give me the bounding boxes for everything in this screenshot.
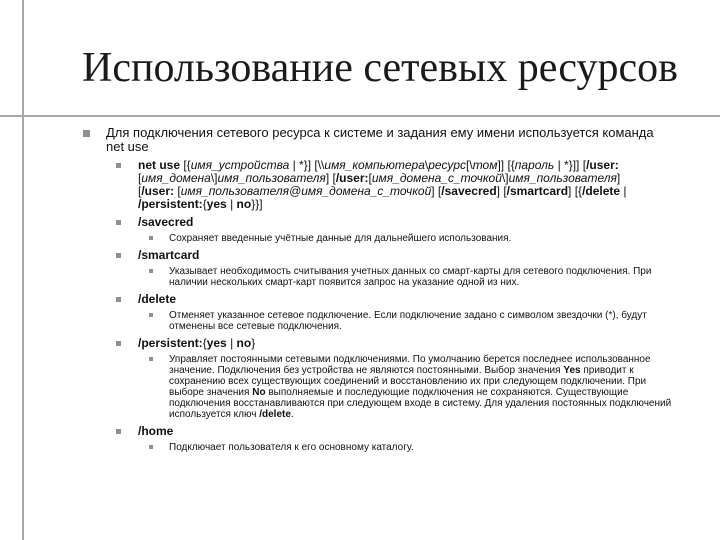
home-item	[138, 425, 658, 438]
persistent-desc: Управляет постоянными сетевыми подключениями. По умолчанию берется последнее использованное значение. Подключения без устройства не являются постоянными. Выбор значения Yes приводит к сохранению всех существующих соединений и восстановлению их при следующем подключении. При выборе значения No выполняемые и последующие подключения не сохраняются. Существующие подключения восстанавливаются при следующем входе в систему. Для удаления постоянных подключений используется ключ /delete.	[169, 354, 672, 420]
square-bullet-icon	[149, 445, 153, 449]
square-bullet-icon	[149, 269, 153, 273]
persistent-desc-item	[169, 354, 674, 420]
home-label: /home	[138, 424, 174, 438]
square-bullet-icon	[116, 220, 121, 225]
square-bullet-icon	[116, 297, 121, 302]
horizontal-divider	[0, 115, 720, 117]
smartcard-label: /smartcard	[138, 248, 200, 262]
intro-text: Для подключения сетевого ресурса к системе и задания ему имени используется команда net use	[106, 125, 654, 154]
savecred-desc: Сохраняет введенные учётные данные для дальнейшего использования.	[169, 233, 512, 244]
slide-title: Использование сетевых ресурсов	[82, 45, 678, 91]
delete-desc: Отменяет указанное сетевое подключение. Если подключение задано с символом звездочки (*), будут отменены все сетевые подключения.	[169, 310, 647, 332]
square-bullet-icon	[116, 163, 121, 168]
square-bullet-icon	[116, 253, 121, 258]
persistent-item	[138, 337, 658, 350]
smartcard-item	[138, 249, 658, 262]
delete-item	[138, 293, 658, 306]
savecred-desc-item	[169, 233, 674, 244]
square-bullet-icon	[149, 313, 153, 317]
intro-item	[106, 126, 666, 154]
syntax-item	[138, 159, 658, 211]
persistent-label: /persistent:{yes | no}	[138, 336, 256, 350]
home-desc-item	[169, 442, 674, 453]
savecred-label: /savecred	[138, 215, 194, 229]
delete-label: /delete	[138, 292, 177, 306]
square-bullet-icon	[116, 341, 121, 346]
syntax-text: net use [{имя_устройства | *}] [\\имя_компьютера\ресурс[\том]] [{пароль | *}]] [/user:[имя_домена\]имя_пользователя] [/user:[имя_домена_с_точкой\]имя_пользователя] [/user: [имя_пользователя@имя_домена_с_точкой] [/savecred] [/smartcard] [{/delete | /persistent:{yes | no}}]	[138, 158, 627, 211]
delete-desc-item	[169, 310, 674, 332]
savecred-item	[138, 216, 658, 229]
square-bullet-icon	[83, 130, 90, 137]
slide-content	[0, 126, 720, 453]
smartcard-desc: Указывает необходимость считывания учетных данных со смарт-карты для сетевого подключения. При наличии нескольких смарт-карт появится запрос на указание одной из них.	[169, 266, 652, 288]
smartcard-desc-item	[169, 266, 674, 288]
square-bullet-icon	[149, 236, 153, 240]
home-desc: Подключает пользователя к его основному каталогу.	[169, 442, 414, 453]
square-bullet-icon	[116, 429, 121, 434]
square-bullet-icon	[149, 357, 153, 361]
